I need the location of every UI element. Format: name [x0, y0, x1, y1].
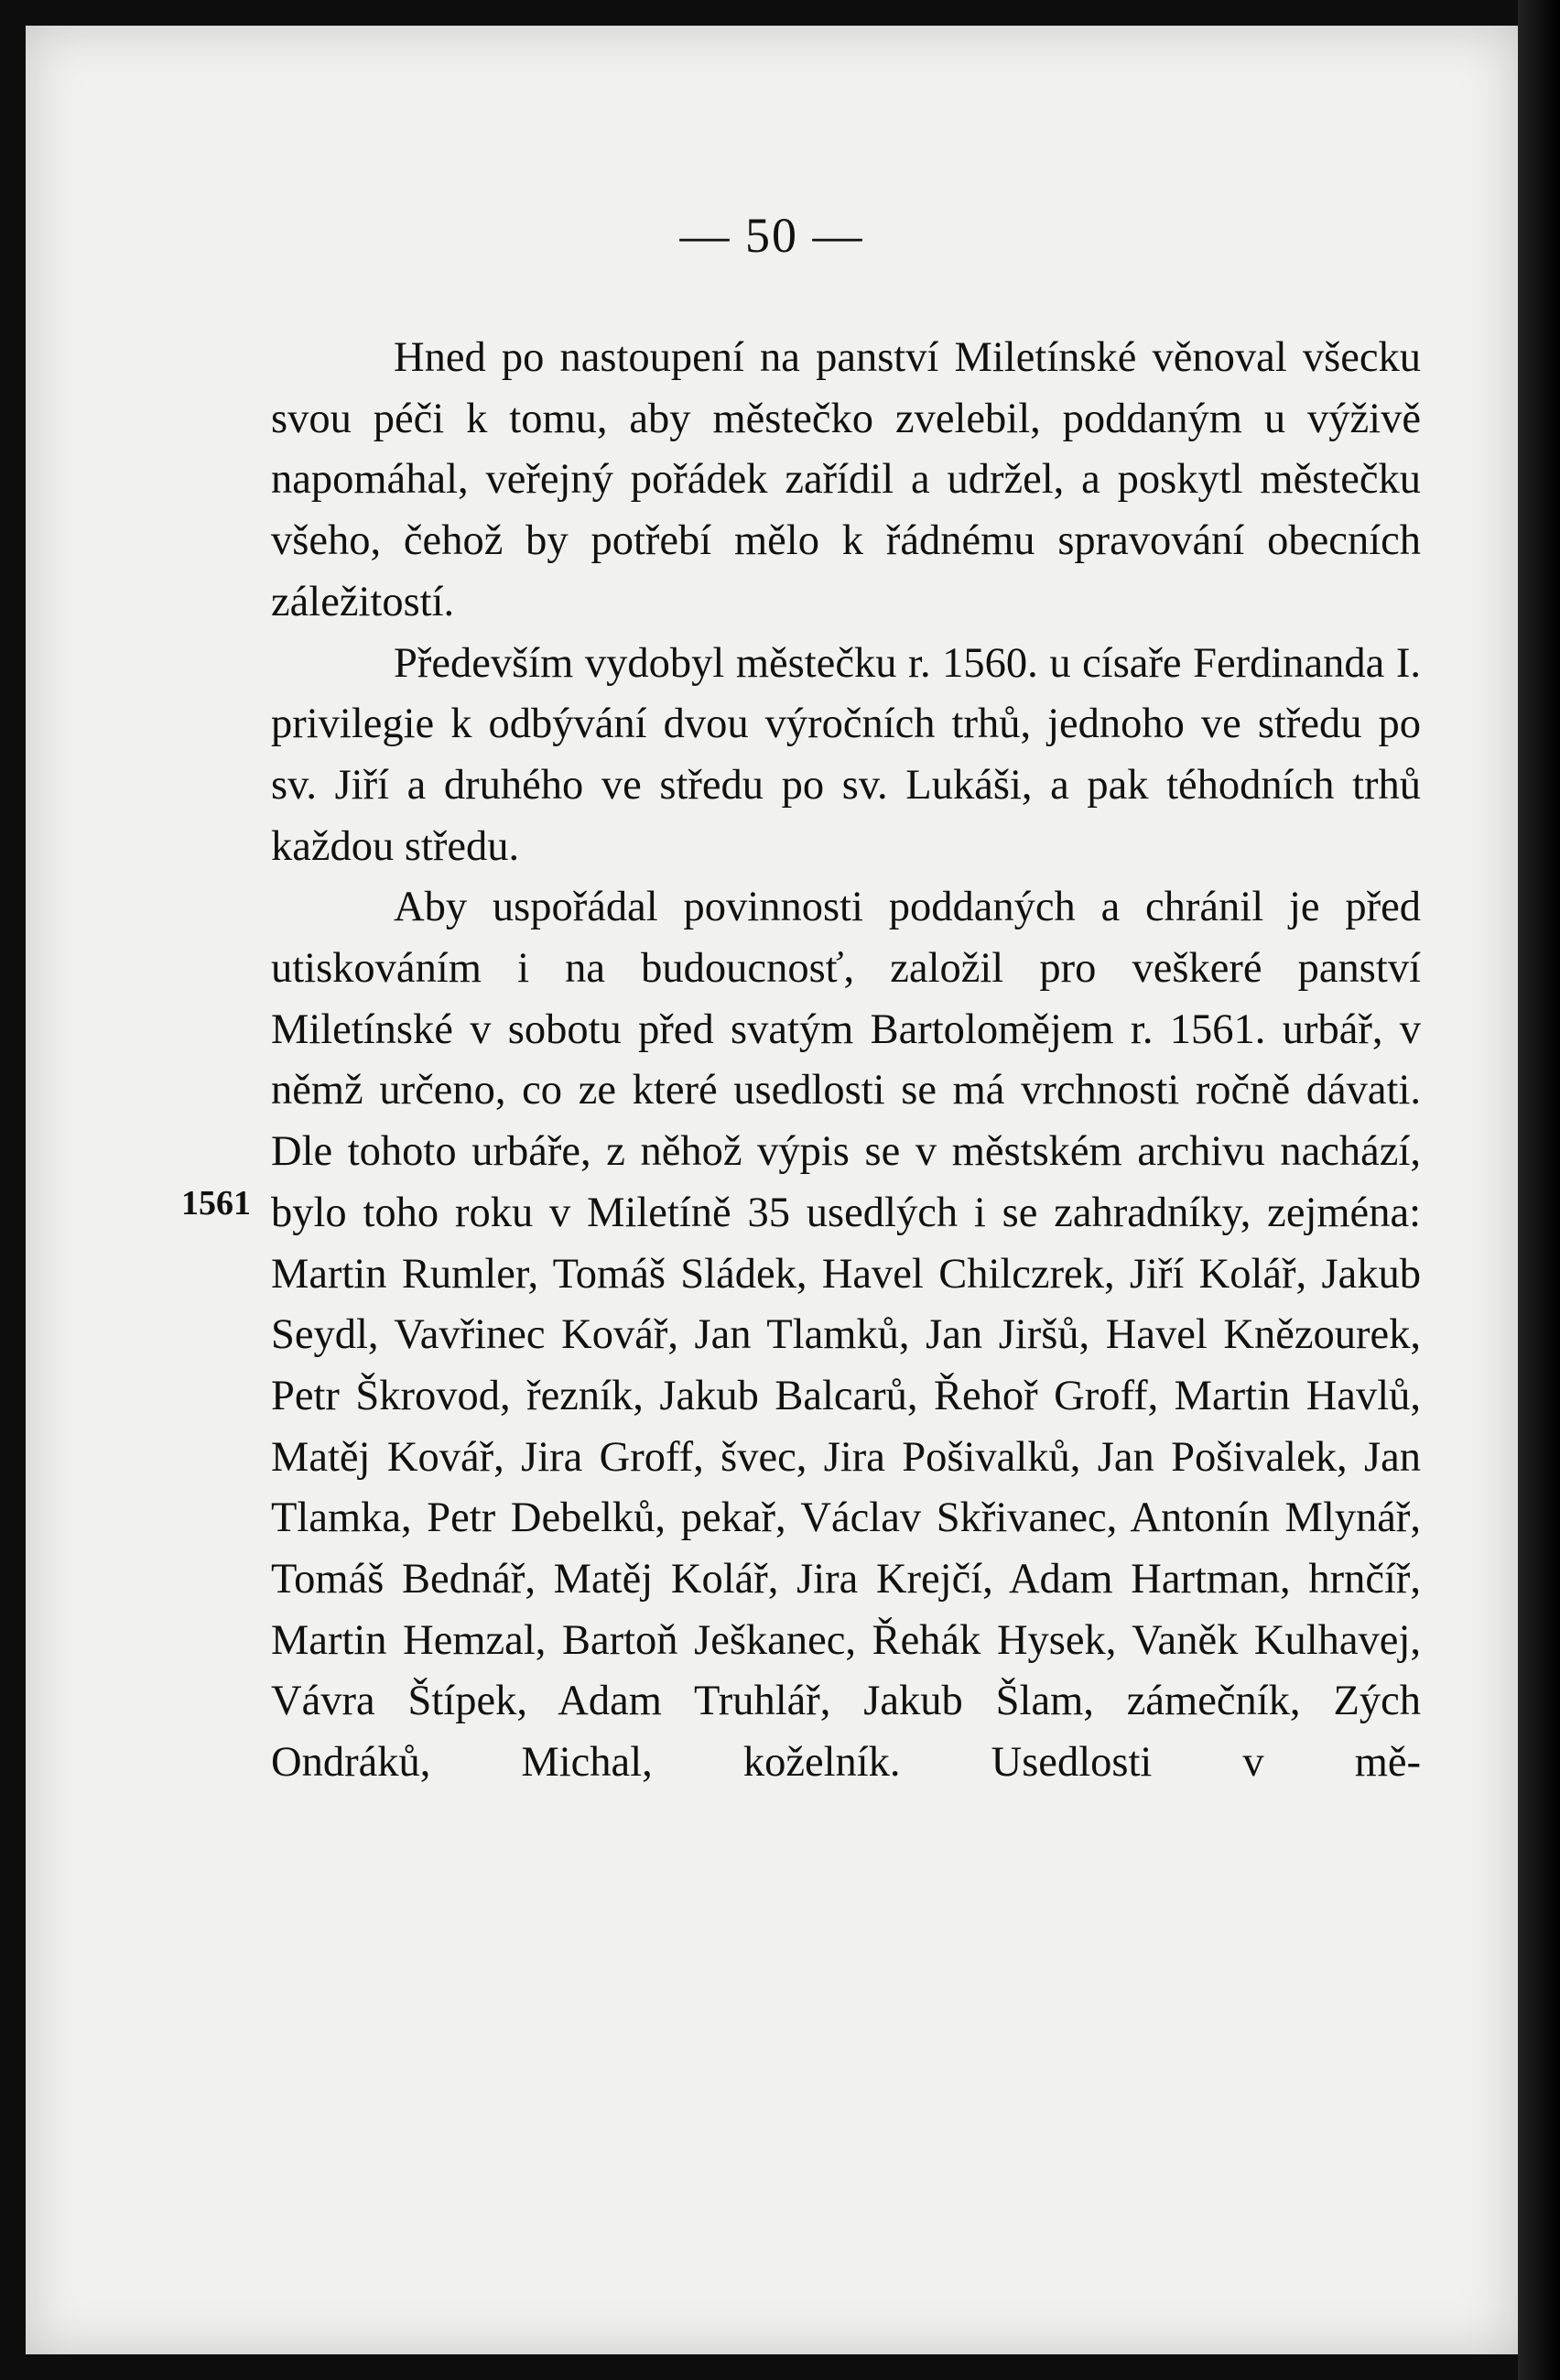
- paragraph: Aby uspořádal povinnosti poddaných a chránil je před utiskováním i na budoucnosť, založil pro veškeré panství Miletínské v sobotu před svatým Bartolomějem r. 1561. urbář, v němž určeno, co ze které usedlosti se má vrchnosti ročně dávati. Dle tohoto urbáře, z něhož výpis se v městském archivu nachází, bylo toho roku v Miletíně 35 usedlých i se zahradníky, zejména: Martin Rumler, Tomáš Sládek, Havel Chilczrek, Jiří Kolář, Jakub Seydl, Vavřinec Kovář, Jan Tlamků, Jan Jiršů, Havel Knězourek, Petr Škrovod, řezník, Jakub Balcarů, Řehoř Groff, Martin Havlů, Matěj Kovář, Jira Groff, švec, Jira Pošivalků, Jan Pošivalek, Jan Tlamka, Petr Debelků, pekař, Václav Skřivanec, Antonín Mlynář, Tomáš Bednář, Matěj Kolář, Jira Krejčí, Adam Hartman, hrnčíř, Martin Hemzal, Bartoň Ješkanec, Řehák Hysek, Vaněk Kulhavej, Vávra Štípek, Adam Truhlář, Jakub Šlam, zámečník, Zých Ondráků, Michal, koželník. Usedlosti v mě-: [271, 884, 1421, 1787]
- paragraph: Především vydobyl městečku r. 1560. u císaře Ferdinanda I. privilegie k odbývání dvou výročních trhů, jednoho ve středu po sv. Jiří a druhého ve středu po sv. Lukáši, a pak téhodních trhů každou středu.: [271, 639, 1421, 870]
- margin-year-note: 1561: [181, 1184, 251, 1223]
- page-number: — 50 —: [679, 208, 864, 263]
- scan-edge-shadow: [1518, 0, 1560, 2380]
- paragraph: Hned po nastoupení na panství Miletínské věnoval všecku svou péči k tomu, aby městečko zvelebil, poddaným u výživě napomáhal, veřejný pořádek zařídil a udržel, a poskytl městečku všeho, čehož by potřebí mělo k řádnému spravování obecních záležitostí.: [271, 334, 1421, 625]
- body-text: [271, 328, 1421, 1794]
- book-page: [26, 26, 1518, 2354]
